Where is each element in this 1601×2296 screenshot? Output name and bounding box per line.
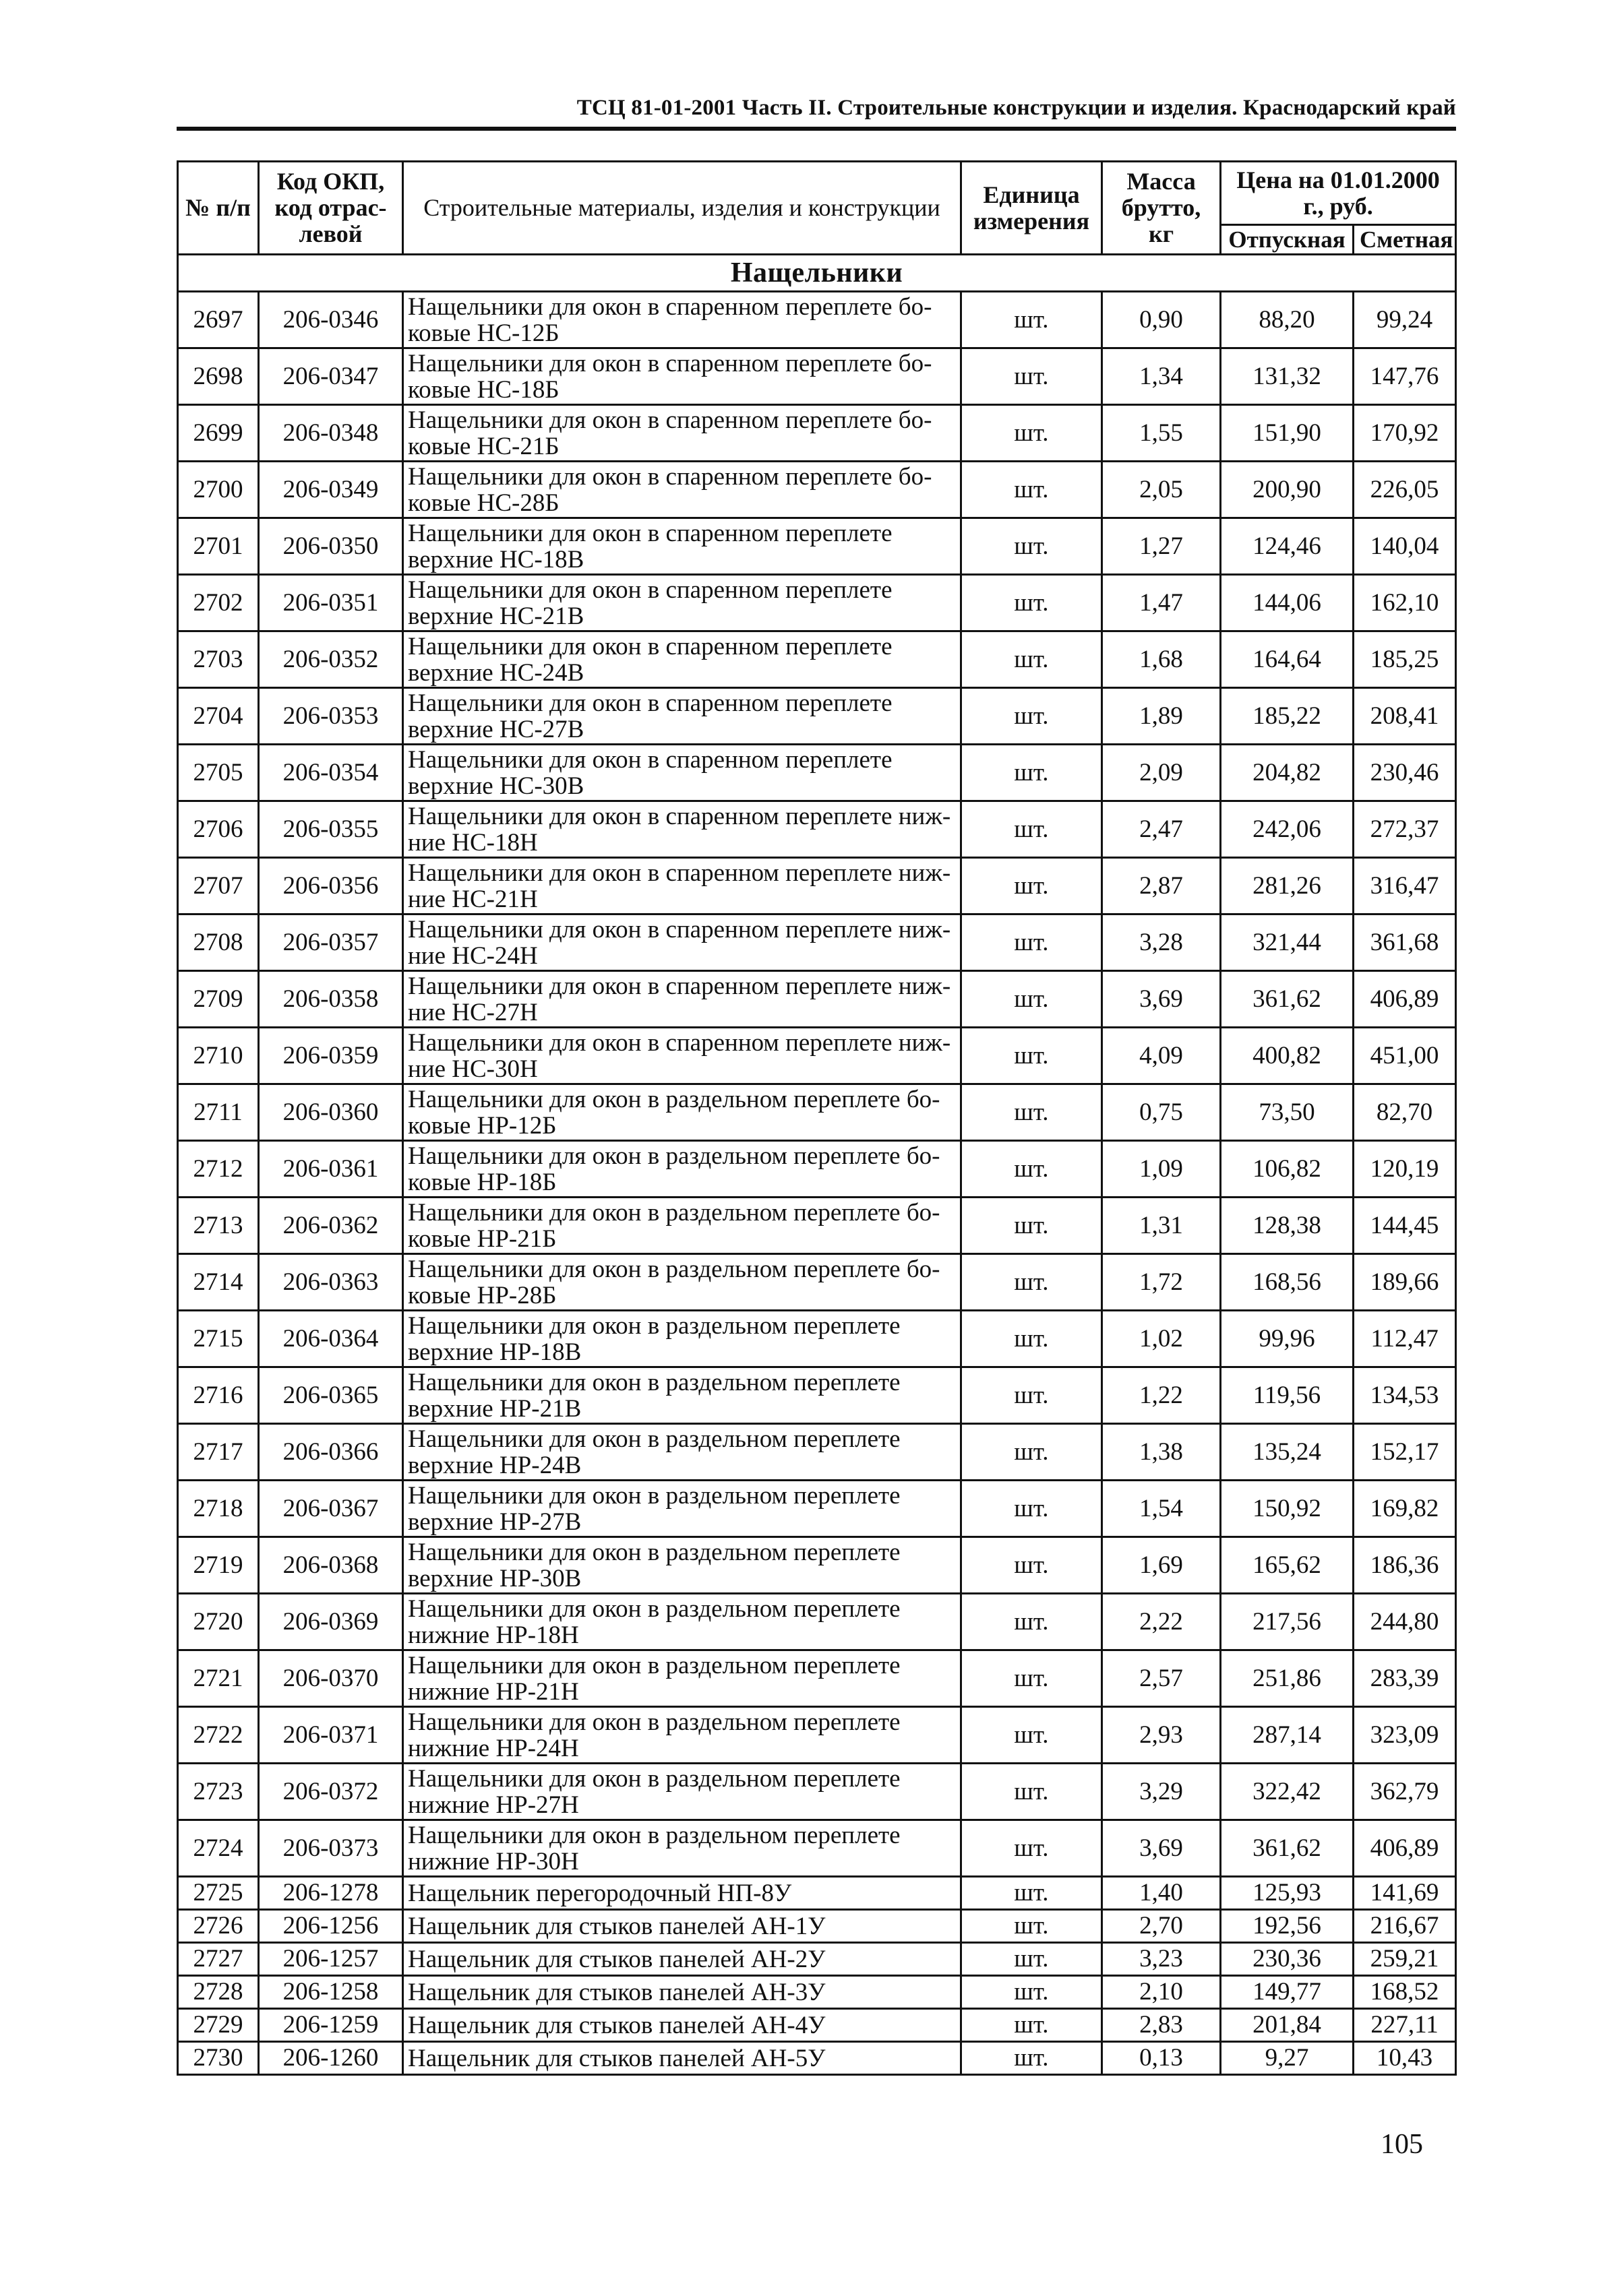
cell-name: Нащельники для окон в спаренном переплете ниж-ние НС-30Н: [403, 1028, 961, 1084]
table-row: [178, 1976, 1456, 2009]
cell-price-estimate: 189,66: [1354, 1254, 1456, 1311]
cell-price-release: 200,90: [1221, 462, 1354, 518]
cell-unit: шт.: [961, 292, 1102, 348]
cell-mass: 1,68: [1102, 631, 1221, 688]
cell-mass: 0,13: [1102, 2042, 1221, 2075]
cell-price-estimate: 162,10: [1354, 575, 1456, 631]
cell-mass: 2,10: [1102, 1976, 1221, 2009]
table-row: [178, 631, 1456, 688]
cell-code: 206-0373: [259, 1820, 403, 1877]
cell-price-release: 124,46: [1221, 518, 1354, 575]
cell-name: Нащельник для стыков панелей АН-1У: [403, 1910, 961, 1943]
cell-price-estimate: 99,24: [1354, 292, 1456, 348]
cell-unit: шт.: [961, 575, 1102, 631]
cell-code: 206-0370: [259, 1650, 403, 1707]
cell-name: Нащельники для окон в раздельном переплете нижние НР-21Н: [403, 1650, 961, 1707]
cell-code: 206-0362: [259, 1198, 403, 1254]
table-row: [178, 2009, 1456, 2042]
cell-price-release: 361,62: [1221, 971, 1354, 1028]
cell-name: Нащельники для окон в раздельном переплете бо-ковые НР-12Б: [403, 1084, 961, 1141]
cell-mass: 1,47: [1102, 575, 1221, 631]
cell-num: 2702: [178, 575, 259, 631]
cell-unit: шт.: [961, 1537, 1102, 1594]
cell-mass: 1,54: [1102, 1481, 1221, 1537]
cell-price-release: 150,92: [1221, 1481, 1354, 1537]
cell-price-estimate: 112,47: [1354, 1311, 1456, 1367]
cell-unit: шт.: [961, 1943, 1102, 1976]
cell-price-release: 400,82: [1221, 1028, 1354, 1084]
cell-price-estimate: 10,43: [1354, 2042, 1456, 2075]
table-row: [178, 1594, 1456, 1650]
cell-name: Нащельник для стыков панелей АН-3У: [403, 1976, 961, 2009]
cell-num: 2700: [178, 462, 259, 518]
cell-price-release: 128,38: [1221, 1198, 1354, 1254]
cell-price-release: 168,56: [1221, 1254, 1354, 1311]
table-row: [178, 575, 1456, 631]
cell-unit: шт.: [961, 2009, 1102, 2042]
cell-name: Нащельники для окон в раздельном переплете верхние НР-30В: [403, 1537, 961, 1594]
cell-price-release: 361,62: [1221, 1820, 1354, 1877]
cell-unit: шт.: [961, 1311, 1102, 1367]
table-row: [178, 1367, 1456, 1424]
table-row: [178, 858, 1456, 914]
table-row: [178, 1650, 1456, 1707]
col-price-group-header: Цена на 01.01.2000 г., руб.: [1221, 162, 1456, 225]
cell-price-release: 88,20: [1221, 292, 1354, 348]
cell-price-estimate: 152,17: [1354, 1424, 1456, 1481]
cell-mass: 2,22: [1102, 1594, 1221, 1650]
cell-code: 206-1278: [259, 1877, 403, 1910]
cell-num: 2701: [178, 518, 259, 575]
cell-mass: 1,02: [1102, 1311, 1221, 1367]
cell-num: 2726: [178, 1910, 259, 1943]
cell-price-release: 125,93: [1221, 1877, 1354, 1910]
cell-mass: 3,69: [1102, 971, 1221, 1028]
cell-price-estimate: 259,21: [1354, 1943, 1456, 1976]
cell-price-estimate: 208,41: [1354, 688, 1456, 745]
price-table: [177, 160, 1457, 2076]
cell-code: 206-0353: [259, 688, 403, 745]
cell-mass: 2,83: [1102, 2009, 1221, 2042]
cell-code: 206-0358: [259, 971, 403, 1028]
cell-price-estimate: 226,05: [1354, 462, 1456, 518]
cell-code: 206-0354: [259, 745, 403, 801]
cell-name: Нащельники для окон в спаренном переплете ниж-ние НС-24Н: [403, 914, 961, 971]
cell-mass: 1,40: [1102, 1877, 1221, 1910]
cell-code: 206-0359: [259, 1028, 403, 1084]
cell-unit: шт.: [961, 1254, 1102, 1311]
cell-price-release: 119,56: [1221, 1367, 1354, 1424]
cell-unit: шт.: [961, 1820, 1102, 1877]
cell-num: 2697: [178, 292, 259, 348]
cell-price-estimate: 185,25: [1354, 631, 1456, 688]
cell-unit: шт.: [961, 1594, 1102, 1650]
cell-mass: 4,09: [1102, 1028, 1221, 1084]
cell-unit: шт.: [961, 1367, 1102, 1424]
cell-unit: шт.: [961, 1877, 1102, 1910]
cell-price-estimate: 244,80: [1354, 1594, 1456, 1650]
table-row: [178, 292, 1456, 348]
cell-num: 2712: [178, 1141, 259, 1198]
cell-price-estimate: 230,46: [1354, 745, 1456, 801]
cell-price-estimate: 120,19: [1354, 1141, 1456, 1198]
cell-code: 206-0356: [259, 858, 403, 914]
cell-mass: 2,93: [1102, 1707, 1221, 1764]
cell-unit: шт.: [961, 2042, 1102, 2075]
cell-mass: 1,34: [1102, 348, 1221, 405]
cell-price-release: 230,36: [1221, 1943, 1354, 1976]
cell-name: Нащельники для окон в спаренном переплете ниж-ние НС-21Н: [403, 858, 961, 914]
cell-num: 2715: [178, 1311, 259, 1367]
cell-name: Нащельники для окон в спаренном переплете ниж-ние НС-18Н: [403, 801, 961, 858]
table-row: [178, 914, 1456, 971]
cell-mass: 1,27: [1102, 518, 1221, 575]
col-num-header: № п/п: [178, 162, 259, 255]
cell-name: Нащельники для окон в раздельном переплете нижние НР-24Н: [403, 1707, 961, 1764]
cell-price-release: 217,56: [1221, 1594, 1354, 1650]
cell-price-release: 131,32: [1221, 348, 1354, 405]
cell-num: 2718: [178, 1481, 259, 1537]
cell-price-estimate: 316,47: [1354, 858, 1456, 914]
table-row: [178, 1707, 1456, 1764]
cell-name: Нащельники для окон в спаренном переплете верхние НС-27В: [403, 688, 961, 745]
table-row: [178, 971, 1456, 1028]
cell-mass: 0,75: [1102, 1084, 1221, 1141]
cell-price-estimate: 216,67: [1354, 1910, 1456, 1943]
cell-mass: 1,72: [1102, 1254, 1221, 1311]
cell-num: 2705: [178, 745, 259, 801]
table-row: [178, 1141, 1456, 1198]
cell-mass: 3,23: [1102, 1943, 1221, 1976]
cell-price-release: 281,26: [1221, 858, 1354, 914]
table-row: [178, 405, 1456, 462]
header-rule: [177, 127, 1456, 131]
cell-unit: шт.: [961, 1764, 1102, 1820]
col-price-estimate-header: Сметная: [1354, 225, 1456, 255]
cell-unit: шт.: [961, 858, 1102, 914]
table-row: [178, 1910, 1456, 1943]
cell-price-release: 251,86: [1221, 1650, 1354, 1707]
cell-price-estimate: 451,00: [1354, 1028, 1456, 1084]
col-code-header: Код ОКП, код отрас-левой: [259, 162, 403, 255]
cell-price-release: 99,96: [1221, 1311, 1354, 1367]
table-row: [178, 1877, 1456, 1910]
cell-name: Нащельники для окон в раздельном переплете бо-ковые НР-18Б: [403, 1141, 961, 1198]
cell-price-release: 135,24: [1221, 1424, 1354, 1481]
cell-code: 206-0347: [259, 348, 403, 405]
cell-unit: шт.: [961, 745, 1102, 801]
cell-num: 2721: [178, 1650, 259, 1707]
cell-mass: 2,05: [1102, 462, 1221, 518]
cell-mass: 3,28: [1102, 914, 1221, 971]
cell-mass: 1,22: [1102, 1367, 1221, 1424]
cell-num: 2727: [178, 1943, 259, 1976]
cell-unit: шт.: [961, 1481, 1102, 1537]
cell-num: 2699: [178, 405, 259, 462]
cell-num: 2724: [178, 1820, 259, 1877]
cell-mass: 1,69: [1102, 1537, 1221, 1594]
cell-price-estimate: 227,11: [1354, 2009, 1456, 2042]
cell-unit: шт.: [961, 1424, 1102, 1481]
table-row: [178, 1311, 1456, 1367]
cell-price-estimate: 144,45: [1354, 1198, 1456, 1254]
cell-unit: шт.: [961, 1910, 1102, 1943]
cell-price-estimate: 169,82: [1354, 1481, 1456, 1537]
cell-name: Нащельники для окон в раздельном переплете верхние НР-24В: [403, 1424, 961, 1481]
cell-code: 206-0350: [259, 518, 403, 575]
cell-code: 206-0364: [259, 1311, 403, 1367]
running-title: ТСЦ 81-01-2001 Часть II. Строительные конструкции и изделия. Краснодарский край: [576, 96, 1456, 120]
cell-price-release: 144,06: [1221, 575, 1354, 631]
cell-mass: 2,87: [1102, 858, 1221, 914]
cell-price-estimate: 141,69: [1354, 1877, 1456, 1910]
cell-num: 2728: [178, 1976, 259, 2009]
cell-name: Нащельники для окон в раздельном переплете нижние НР-30Н: [403, 1820, 961, 1877]
cell-num: 2722: [178, 1707, 259, 1764]
cell-code: 206-0355: [259, 801, 403, 858]
table-body: [178, 255, 1456, 2075]
cell-code: 206-0357: [259, 914, 403, 971]
cell-name: Нащельники для окон в спаренном переплете бо-ковые НС-28Б: [403, 462, 961, 518]
cell-code: 206-0361: [259, 1141, 403, 1198]
cell-mass: 1,31: [1102, 1198, 1221, 1254]
cell-price-release: 149,77: [1221, 1976, 1354, 2009]
cell-price-estimate: 140,04: [1354, 518, 1456, 575]
cell-price-release: 106,82: [1221, 1141, 1354, 1198]
table-row: [178, 1943, 1456, 1976]
cell-price-release: 242,06: [1221, 801, 1354, 858]
cell-code: 206-1256: [259, 1910, 403, 1943]
cell-num: 2725: [178, 1877, 259, 1910]
cell-name: Нащельник для стыков панелей АН-4У: [403, 2009, 961, 2042]
section-row: [178, 255, 1456, 292]
cell-mass: 1,89: [1102, 688, 1221, 745]
cell-num: 2709: [178, 971, 259, 1028]
cell-name: Нащельники для окон в раздельном переплете бо-ковые НР-28Б: [403, 1254, 961, 1311]
cell-num: 2704: [178, 688, 259, 745]
cell-price-release: 287,14: [1221, 1707, 1354, 1764]
cell-unit: шт.: [961, 1707, 1102, 1764]
cell-unit: шт.: [961, 1650, 1102, 1707]
table-row: [178, 1028, 1456, 1084]
section-title: Нащельники: [178, 255, 1456, 292]
col-mass-header: Масса брутто, кг: [1102, 162, 1221, 255]
cell-price-release: 73,50: [1221, 1084, 1354, 1141]
cell-code: 206-0365: [259, 1367, 403, 1424]
cell-name: Нащельник перегородочный НП-8У: [403, 1877, 961, 1910]
cell-code: 206-0352: [259, 631, 403, 688]
table-row: [178, 462, 1456, 518]
cell-name: Нащельники для окон в раздельном переплете бо-ковые НР-21Б: [403, 1198, 961, 1254]
cell-price-release: 9,27: [1221, 2042, 1354, 2075]
cell-price-estimate: 168,52: [1354, 1976, 1456, 2009]
cell-name: Нащельники для окон в раздельном переплете верхние НР-27В: [403, 1481, 961, 1537]
cell-code: 206-0368: [259, 1537, 403, 1594]
cell-unit: шт.: [961, 971, 1102, 1028]
cell-price-release: 192,56: [1221, 1910, 1354, 1943]
table-row: [178, 1424, 1456, 1481]
cell-num: 2716: [178, 1367, 259, 1424]
cell-price-release: 151,90: [1221, 405, 1354, 462]
page-number: 105: [1381, 2129, 1423, 2160]
cell-unit: шт.: [961, 801, 1102, 858]
cell-price-estimate: 272,37: [1354, 801, 1456, 858]
cell-num: 2707: [178, 858, 259, 914]
cell-code: 206-1257: [259, 1943, 403, 1976]
cell-unit: шт.: [961, 462, 1102, 518]
cell-num: 2720: [178, 1594, 259, 1650]
cell-num: 2708: [178, 914, 259, 971]
cell-code: 206-0351: [259, 575, 403, 631]
cell-price-release: 165,62: [1221, 1537, 1354, 1594]
cell-code: 206-0360: [259, 1084, 403, 1141]
cell-name: Нащельники для окон в раздельном переплете нижние НР-27Н: [403, 1764, 961, 1820]
cell-code: 206-0348: [259, 405, 403, 462]
table-row: [178, 518, 1456, 575]
cell-num: 2710: [178, 1028, 259, 1084]
cell-price-release: 201,84: [1221, 2009, 1354, 2042]
cell-mass: 1,09: [1102, 1141, 1221, 1198]
cell-unit: шт.: [961, 914, 1102, 971]
cell-unit: шт.: [961, 631, 1102, 688]
cell-mass: 2,70: [1102, 1910, 1221, 1943]
table-row: [178, 1254, 1456, 1311]
cell-name: Нащельники для окон в спаренном переплете бо-ковые НС-12Б: [403, 292, 961, 348]
cell-num: 2703: [178, 631, 259, 688]
cell-unit: шт.: [961, 1976, 1102, 2009]
cell-mass: 3,69: [1102, 1820, 1221, 1877]
cell-price-release: 204,82: [1221, 745, 1354, 801]
cell-price-release: 321,44: [1221, 914, 1354, 971]
cell-code: 206-0369: [259, 1594, 403, 1650]
cell-price-estimate: 323,09: [1354, 1707, 1456, 1764]
table-row: [178, 1537, 1456, 1594]
cell-name: Нащельники для окон в спаренном переплете бо-ковые НС-21Б: [403, 405, 961, 462]
table-row: [178, 1820, 1456, 1877]
cell-mass: 2,47: [1102, 801, 1221, 858]
cell-num: 2719: [178, 1537, 259, 1594]
table-row: [178, 1084, 1456, 1141]
cell-unit: шт.: [961, 348, 1102, 405]
cell-price-estimate: 283,39: [1354, 1650, 1456, 1707]
cell-code: 206-0372: [259, 1764, 403, 1820]
cell-name: Нащельники для окон в раздельном переплете верхние НР-18В: [403, 1311, 961, 1367]
cell-num: 2714: [178, 1254, 259, 1311]
cell-name: Нащельники для окон в спаренном переплете верхние НС-21В: [403, 575, 961, 631]
cell-unit: шт.: [961, 518, 1102, 575]
cell-code: 206-0363: [259, 1254, 403, 1311]
cell-mass: 1,55: [1102, 405, 1221, 462]
cell-unit: шт.: [961, 1198, 1102, 1254]
cell-num: 2717: [178, 1424, 259, 1481]
table-row: [178, 745, 1456, 801]
cell-num: 2713: [178, 1198, 259, 1254]
col-unit-header: Единица измерения: [961, 162, 1102, 255]
cell-code: 206-0366: [259, 1424, 403, 1481]
cell-name: Нащельники для окон в раздельном переплете верхние НР-21В: [403, 1367, 961, 1424]
cell-mass: 0,90: [1102, 292, 1221, 348]
cell-code: 206-0346: [259, 292, 403, 348]
cell-name: Нащельники для окон в спаренном переплете верхние НС-18В: [403, 518, 961, 575]
table-row: [178, 801, 1456, 858]
cell-price-release: 164,64: [1221, 631, 1354, 688]
col-price-release-header: Отпускная: [1221, 225, 1354, 255]
cell-num: 2730: [178, 2042, 259, 2075]
cell-unit: шт.: [961, 688, 1102, 745]
cell-name: Нащельник для стыков панелей АН-5У: [403, 2042, 961, 2075]
cell-price-estimate: 406,89: [1354, 971, 1456, 1028]
cell-name: Нащельники для окон в спаренном переплете верхние НС-24В: [403, 631, 961, 688]
header-row-1: [178, 162, 1456, 225]
cell-price-release: 185,22: [1221, 688, 1354, 745]
cell-code: 206-1258: [259, 1976, 403, 2009]
cell-num: 2706: [178, 801, 259, 858]
table-row: [178, 348, 1456, 405]
table-row: [178, 2042, 1456, 2075]
cell-code: 206-1259: [259, 2009, 403, 2042]
cell-mass: 1,38: [1102, 1424, 1221, 1481]
cell-price-estimate: 361,68: [1354, 914, 1456, 971]
table-row: [178, 1764, 1456, 1820]
cell-unit: шт.: [961, 1028, 1102, 1084]
cell-mass: 3,29: [1102, 1764, 1221, 1820]
cell-price-estimate: 134,53: [1354, 1367, 1456, 1424]
table-row: [178, 1198, 1456, 1254]
cell-code: 206-0371: [259, 1707, 403, 1764]
cell-price-estimate: 147,76: [1354, 348, 1456, 405]
cell-price-estimate: 170,92: [1354, 405, 1456, 462]
cell-name: Нащельник для стыков панелей АН-2У: [403, 1943, 961, 1976]
cell-name: Нащельники для окон в раздельном переплете нижние НР-18Н: [403, 1594, 961, 1650]
cell-num: 2698: [178, 348, 259, 405]
cell-code: 206-0367: [259, 1481, 403, 1537]
cell-mass: 2,57: [1102, 1650, 1221, 1707]
cell-mass: 2,09: [1102, 745, 1221, 801]
cell-unit: шт.: [961, 1084, 1102, 1141]
cell-price-estimate: 186,36: [1354, 1537, 1456, 1594]
cell-price-estimate: 362,79: [1354, 1764, 1456, 1820]
table-row: [178, 1481, 1456, 1537]
cell-code: 206-0349: [259, 462, 403, 518]
cell-price-estimate: 82,70: [1354, 1084, 1456, 1141]
cell-price-estimate: 406,89: [1354, 1820, 1456, 1877]
cell-code: 206-1260: [259, 2042, 403, 2075]
cell-price-release: 322,42: [1221, 1764, 1354, 1820]
cell-num: 2723: [178, 1764, 259, 1820]
cell-name: Нащельники для окон в спаренном переплете верхние НС-30В: [403, 745, 961, 801]
table-row: [178, 688, 1456, 745]
cell-name: Нащельники для окон в спаренном переплете ниж-ние НС-27Н: [403, 971, 961, 1028]
col-name-header: Строительные материалы, изделия и конструкции: [403, 162, 961, 255]
cell-unit: шт.: [961, 1141, 1102, 1198]
cell-name: Нащельники для окон в спаренном переплете бо-ковые НС-18Б: [403, 348, 961, 405]
cell-num: 2729: [178, 2009, 259, 2042]
cell-unit: шт.: [961, 405, 1102, 462]
cell-num: 2711: [178, 1084, 259, 1141]
